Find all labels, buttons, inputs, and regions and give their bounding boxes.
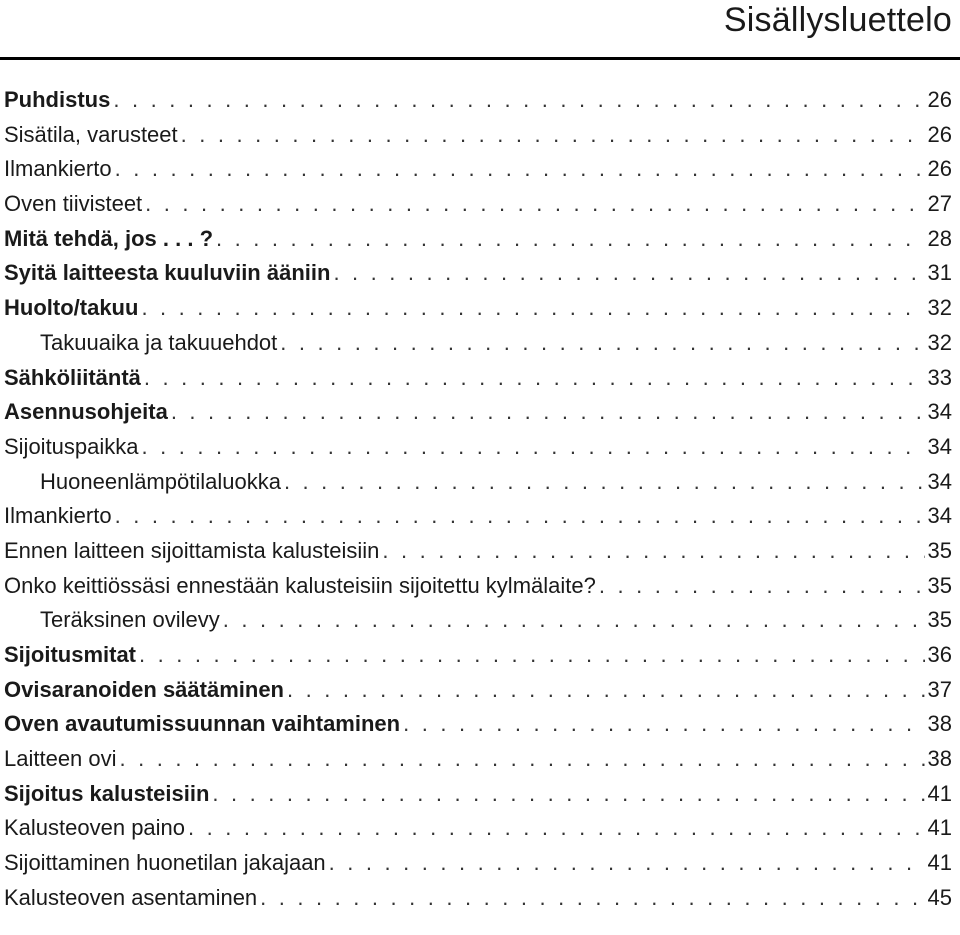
toc-entry-title: Kalusteoven asentaminen — [4, 884, 258, 910]
toc-entry[interactable] — [4, 811, 952, 846]
toc-entry-title: Takuuaika ja takuuehdot — [40, 329, 278, 355]
dot-leader — [223, 603, 925, 638]
toc-entry-title: Sijoitusmitat — [4, 642, 137, 667]
toc-entry-title: Puhdistus — [4, 87, 111, 112]
toc-entry[interactable] — [4, 603, 952, 638]
toc-entry-title: Mitä tehdä, jos . . . ? — [4, 225, 214, 251]
toc-entry[interactable] — [4, 326, 952, 361]
toc-entry[interactable] — [4, 777, 952, 812]
toc-entry-title: Sähköliitäntä — [4, 364, 141, 390]
toc-entry-page-number: 31 — [927, 260, 952, 286]
toc-entry[interactable] — [4, 291, 952, 326]
toc-entry-page-number: 32 — [927, 295, 952, 321]
toc-entry-page-number: 41 — [927, 850, 952, 876]
dot-leader — [145, 187, 924, 222]
toc-entry-page-number: 26 — [927, 156, 952, 182]
dot-leader — [287, 673, 925, 708]
toc-entry-title: Ennen laitteen sijoittamista kalusteisiin — [4, 537, 380, 563]
toc-entry-title: Ilmankierto — [4, 156, 112, 182]
toc-entry-page-number: 38 — [927, 746, 952, 772]
table-of-contents — [4, 83, 952, 916]
toc-entry-title: Huolto/takuu — [4, 295, 139, 321]
dot-leader — [260, 881, 924, 916]
toc-entry-page-number: 41 — [927, 815, 952, 841]
toc-entry-title: Ilmankierto — [4, 503, 112, 529]
toc-entry[interactable] — [4, 881, 952, 916]
toc-entry[interactable] — [4, 846, 952, 881]
dot-leader — [115, 499, 925, 534]
toc-entry[interactable] — [4, 118, 952, 153]
dot-leader — [113, 83, 924, 118]
toc-entry-title: Huoneenlämpötilaluokka — [40, 468, 281, 494]
dot-leader — [216, 222, 924, 257]
toc-entry[interactable] — [4, 465, 952, 500]
toc-entry-page-number: 34 — [927, 468, 952, 494]
dot-leader — [120, 742, 925, 777]
dot-leader — [139, 638, 925, 673]
toc-entry-title: Sijoittaminen huonetilan jakajaan — [4, 850, 326, 876]
header-rule — [0, 57, 960, 60]
toc-entry-page-number: 37 — [927, 676, 952, 702]
dot-leader — [382, 534, 924, 569]
toc-entry-title: Oven avautumissuunnan vaihtaminen — [4, 711, 401, 737]
toc-entry-title: Sijoituspaikka — [4, 433, 139, 459]
toc-entry[interactable] — [4, 222, 952, 257]
toc-entry-page-number: 35 — [927, 537, 952, 563]
toc-entry-page-number: 34 — [927, 503, 952, 529]
toc-entry[interactable] — [4, 83, 952, 118]
dot-leader — [212, 777, 924, 812]
toc-entry-page-number: 26 — [927, 87, 952, 112]
dot-leader — [284, 465, 925, 500]
toc-entry-title: Asennusohjeita — [4, 399, 168, 425]
toc-entry[interactable] — [4, 430, 952, 465]
dot-leader — [280, 326, 924, 361]
toc-entry-title: Kalusteoven paino — [4, 815, 186, 841]
dot-leader — [141, 291, 924, 326]
dot-leader — [403, 707, 924, 742]
toc-entry-title: Sisätila, varusteet — [4, 121, 178, 147]
toc-entry-title: Oven tiivisteet — [4, 191, 143, 217]
toc-entry-page-number: 45 — [927, 884, 952, 910]
toc-entry-title: Ovisaranoiden säätäminen — [4, 676, 284, 702]
toc-entry-title: Teräksinen ovilevy — [40, 607, 220, 633]
toc-entry-page-number: 32 — [927, 329, 952, 355]
toc-entry[interactable] — [4, 152, 952, 187]
toc-entry[interactable] — [4, 187, 952, 222]
toc-entry[interactable] — [4, 673, 952, 708]
toc-entry-page-number: 33 — [927, 364, 952, 390]
dot-leader — [599, 569, 925, 604]
dot-leader — [333, 256, 924, 291]
page-title: Sisällysluettelo — [723, 1, 952, 39]
toc-entry[interactable] — [4, 707, 952, 742]
dot-leader — [181, 118, 925, 153]
toc-entry-title: Sijoitus kalusteisiin — [4, 780, 210, 806]
toc-entry-title: Onko keittiössäsi ennestään kalusteisiin sijoitettu kylmälaite? — [4, 572, 596, 598]
toc-entry-page-number: 38 — [927, 711, 952, 737]
toc-entry[interactable] — [4, 499, 952, 534]
toc-entry-title: Syitä laitteesta kuuluviin ääniin — [4, 260, 331, 286]
dot-leader — [171, 395, 925, 430]
toc-entry[interactable] — [4, 638, 952, 673]
toc-entry-page-number: 35 — [927, 607, 952, 633]
toc-entry-page-number: 34 — [927, 399, 952, 425]
dot-leader — [144, 361, 925, 396]
toc-entry[interactable] — [4, 256, 952, 291]
toc-entry[interactable] — [4, 361, 952, 396]
toc-entry-title: Laitteen ovi — [4, 746, 117, 772]
toc-entry-page-number: 26 — [927, 121, 952, 147]
toc-entry-page-number: 35 — [927, 572, 952, 598]
toc-entry-page-number: 28 — [927, 225, 952, 251]
toc-entry-page-number: 41 — [927, 780, 952, 806]
toc-entry-page-number: 36 — [927, 642, 952, 667]
toc-entry-page-number: 34 — [927, 433, 952, 459]
toc-entry[interactable] — [4, 395, 952, 430]
dot-leader — [329, 846, 925, 881]
toc-entry[interactable] — [4, 534, 952, 569]
toc-entry[interactable] — [4, 569, 952, 604]
dot-leader — [115, 152, 925, 187]
dot-leader — [188, 811, 924, 846]
dot-leader — [142, 430, 925, 465]
toc-entry-page-number: 27 — [927, 191, 952, 217]
toc-entry[interactable] — [4, 742, 952, 777]
